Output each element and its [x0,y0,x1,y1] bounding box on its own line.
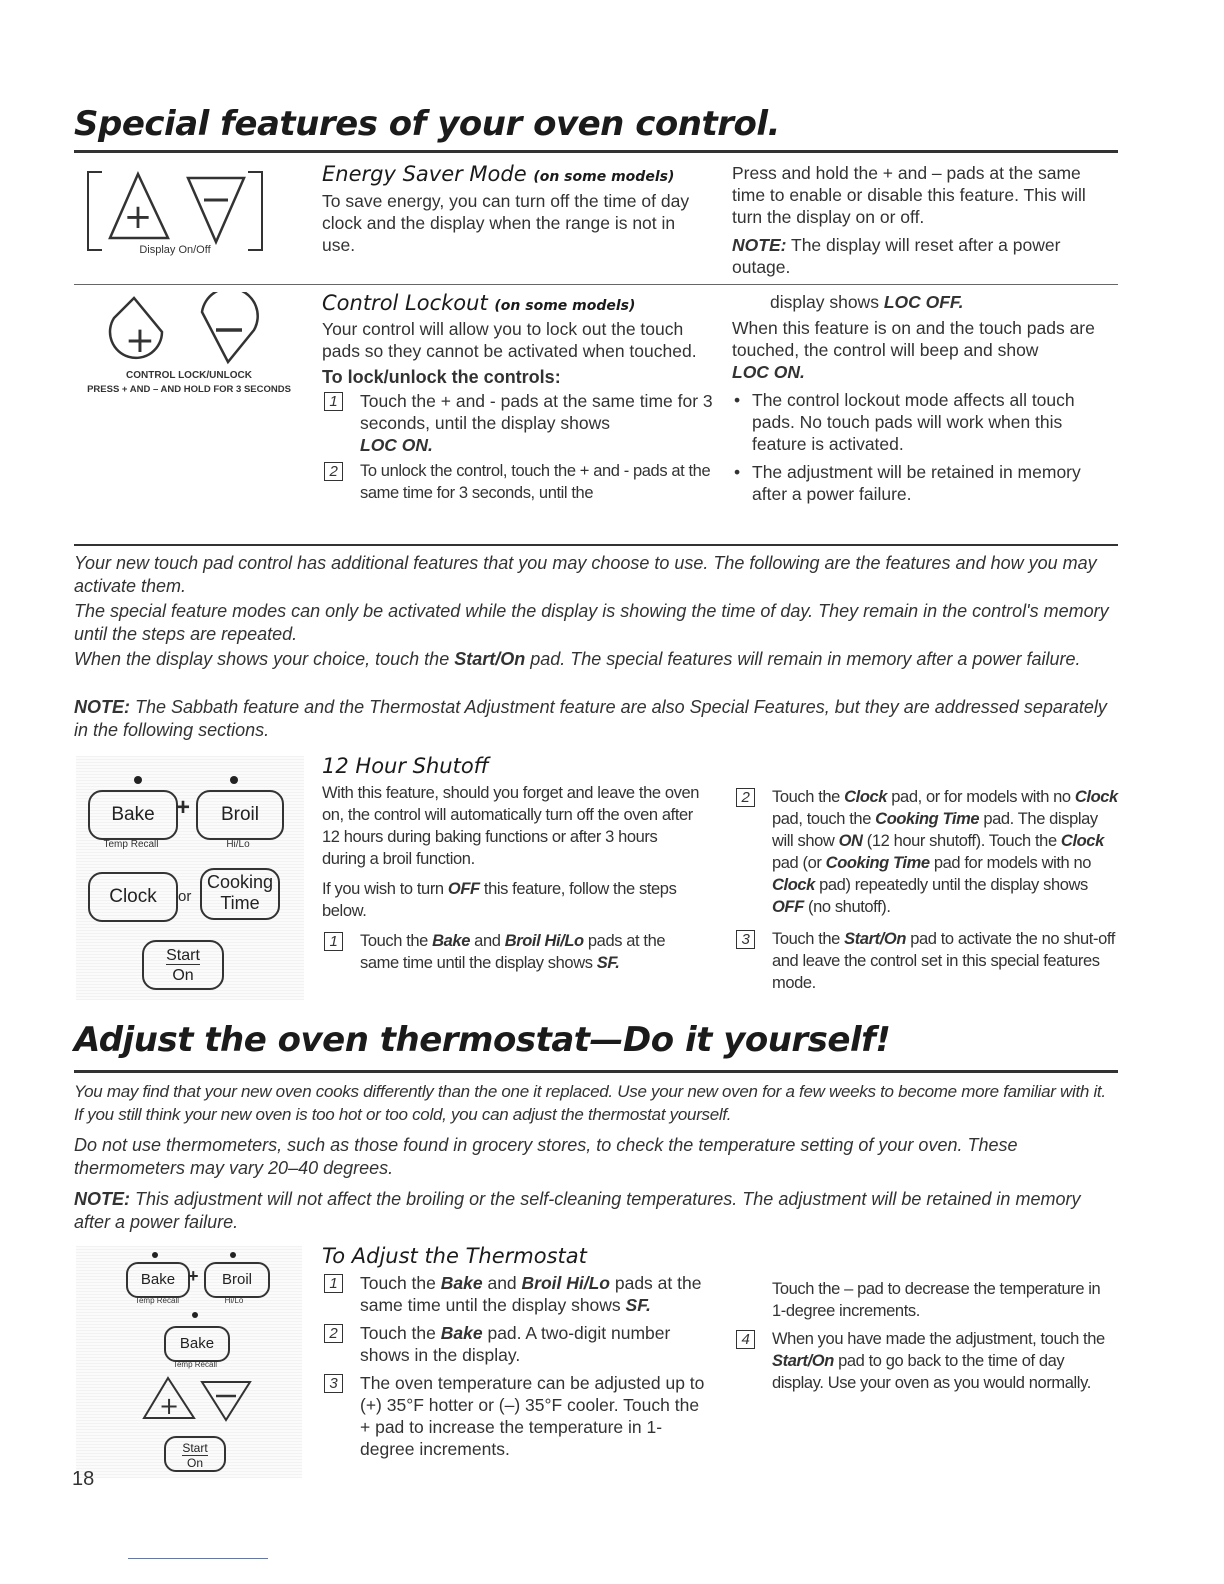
t: Bake [440,1273,483,1293]
t: Touch the [772,930,845,948]
step-number: 3 [324,1374,343,1393]
step-number: 1 [324,932,343,951]
t: Clock [772,876,815,894]
thermostat-rule [74,1070,1118,1073]
t: pad. A two-digit number shows in the display. [360,1323,671,1365]
t: Touch the [360,1273,441,1293]
t: and [482,1273,522,1293]
svg-text:+: + [124,320,156,361]
plus-sign: + [188,1266,199,1286]
t: and [470,932,505,950]
t: Start/On [844,930,907,948]
t: Touch the [360,1323,441,1343]
t: pad to activate the no shut-off and leave the control set in this special features mode. [772,930,1115,992]
t: Clock [1074,788,1118,806]
thermostat-paragraph-2: Do not use thermometers, such as those found in grocery stores, to check the temperature setting of your oven. These thermometers may vary 20–40 degrees. [74,1135,1018,1178]
t: pad. The display will show [772,810,1098,850]
bake-key: Bake [126,1262,190,1298]
t: (no shutoff). [803,898,891,916]
t: pad for models with no [929,854,1092,872]
shutoff-title: 12 Hour Shutoff [322,754,489,778]
lock-step-1 [322,390,714,456]
display-onoff-label: Display On/Off [139,244,211,256]
control-lockout-body: Your control will allow you to lock out the touch pads so they cannot be activated when touched. [322,319,697,361]
energy-saver-note [732,234,1118,278]
shutoff-step-1 [322,930,702,974]
t: When you have made the adjustment, touch the [772,1330,1105,1348]
shutoff-body-1: With this feature, should you forget and leave the oven on, the control will automatically turn off the oven after 12 hours during baking functions or after 3 hours during a broil function. [322,784,699,868]
thermostat-heading: Adjust the oven thermostat—Do it yourself! [74,1020,891,1060]
or-text: or [178,888,192,905]
shutoff-body-2 [322,878,702,922]
thermostat-step-4 [734,1328,1118,1394]
lock-step-2 [322,460,714,504]
control-lockout-title-note: (on some models) [494,298,636,314]
lockout-bullet-2: • The adjustment will be retained in memory after a power failure. [732,461,1118,505]
section-rule [74,544,1118,546]
key-line: Cooking [206,872,274,892]
indicator-dot [230,1252,236,1258]
shutoff-step-2 [734,786,1118,918]
bold-text: Start/On [454,649,526,669]
t: pad, touch the [772,810,876,828]
t: Bake [440,1323,483,1343]
t: pad (or [772,854,826,872]
t: (12 hour shutoff). Touch the [862,832,1061,850]
lockout-continued [732,291,1118,313]
t: pads at the same time until the display shows [360,1273,702,1315]
start-on-key [142,940,224,990]
control-lock-label: CONTROL LOCK/UNLOCK [126,370,252,381]
bold-text: OFF [447,880,480,898]
note-label: NOTE: [74,697,130,717]
indicator-dot [192,1312,198,1318]
t: SF. [596,954,620,972]
energy-saver-title-text: Energy Saver Mode [322,162,527,186]
temp-recall-label: Temp Recall [134,1296,179,1305]
energy-saver-title [322,162,712,186]
control-lockout-title-text: Control Lockout [322,291,488,315]
t: Broil Hi/Lo [521,1273,610,1293]
t: pad, or for models with no [887,788,1075,806]
t: Start/On [772,1352,834,1370]
keypad-panel [76,756,304,1000]
t: SF. [625,1295,651,1315]
title-rule [74,150,1118,153]
text: When this feature is on and the touch pads are touched, the control will beep and show [732,318,1095,360]
thermostat-note [74,1188,1118,1234]
key-line: On [186,1456,203,1470]
indicator-dot [152,1252,158,1258]
t: Bake [432,932,470,950]
display-onoff-icon [80,164,270,264]
text: pad. The special features will remain in memory after a power failure. [525,649,1081,669]
footer-link-line [128,1558,268,1559]
t: Cooking Time [825,854,930,872]
key-line: On [172,967,194,984]
lockout-right-body [732,317,1118,383]
lock-steps-heading: To lock/unlock the controls: [322,367,561,387]
step-code: LOC ON. [360,435,433,455]
temp-recall-label: Temp Recall [103,839,159,850]
t: Clock [1060,832,1104,850]
step-number: 2 [324,1324,343,1343]
note-text: This adjustment will not affect the broiling or the self-cleaning temperatures. The adjustment will be retained in memory after a power failure. [74,1189,1081,1232]
t: Touch the [360,932,433,950]
text: this feature, follow the steps below. [322,880,677,920]
bake-key-2: Bake [164,1326,230,1362]
plus-minus-icon [138,1374,258,1424]
section-rule [74,284,1118,285]
intro-note [74,696,1118,742]
text: If you wish to turn [322,880,448,898]
svg-text:+: + [123,197,153,237]
t: Touch the [772,788,845,806]
start-on-key [164,1436,226,1472]
energy-saver-right-body: Press and hold the + and – pads at the same time to enable or disable this feature. This will turn the display on or off. [732,163,1086,227]
t: OFF [772,898,804,916]
note-label: NOTE: [74,1189,130,1209]
step-number: 3 [736,930,755,949]
indicator-dot [134,776,142,784]
t: pads at the same time until the display shows [360,932,666,972]
energy-saver-body: To save energy, you can turn off the time of day clock and the display when the range is not in use. [322,191,690,255]
energy-saver-title-note: (on some models) [533,169,675,185]
indicator-dot [230,776,238,784]
step-number: 1 [324,392,343,411]
bake-key: Bake [88,790,178,840]
step-text: Touch the + and - pads at the same time for 3 seconds, until the display shows [360,391,713,433]
page-title: Special features of your oven control. [74,104,780,144]
step-number: 1 [324,1274,343,1293]
step-text: To unlock the control, touch the + and - pads at the same time for 3 seconds, until the [360,462,711,502]
broil-key: Broil [196,790,284,840]
code: LOC ON. [732,362,805,382]
note-text: The Sabbath feature and the Thermostat Adjustment feature are also Special Features, but they are addressed separately in the following sections. [74,697,1107,740]
control-lockout-title [322,291,714,315]
intro-paragraph-3 [74,648,1118,671]
t: pad) repeatedly until the display shows [814,876,1088,894]
note-label: NOTE: [732,235,787,255]
step-text: The oven temperature can be adjusted up to (+) 35°F hotter or (–) 35°F cooler. Touch the + pad to increase the temperature in 1-degree increments. [360,1373,705,1459]
thermostat-paragraph-1: You may find that your new oven cooks differently than the one it replaced. Use your new oven for a few weeks to become more familiar with it. If you still think your new oven is too hot or too cold, you can adjust the thermostat yourself. [74,1082,1106,1124]
text: When the display shows your choice, touch the [74,649,455,669]
key-line: Start [182,1441,208,1455]
t: pad to go back to the time of day display. Use your oven as you would normally. [772,1352,1091,1392]
control-lock-icon [74,292,304,402]
t: Broil Hi/Lo [504,932,584,950]
thermostat-title: To Adjust the Thermostat [322,1244,587,1268]
step-number: 2 [324,462,343,481]
text: display shows [770,292,884,312]
lockout-bullet-1: • The control lockout mode affects all touch pads. No touch pads will work when this feature is activated. [732,389,1118,455]
broil-key: Broil [204,1262,270,1298]
t: ON [838,832,863,850]
key-line: Start [166,947,200,964]
control-lock-hint: PRESS + AND – AND HOLD FOR 3 SECONDS [87,384,291,395]
key-line: Time [220,893,260,913]
clock-key: Clock [88,872,178,922]
step-number: 4 [736,1330,755,1349]
hilo-label: Hi/Lo [226,839,250,850]
code: LOC OFF. [883,292,964,312]
thermostat-step-2 [322,1322,706,1366]
hilo-label: Hi/Lo [224,1296,244,1305]
thermostat-continued: Touch the – pad to decrease the temperature in 1-degree increments. [772,1280,1101,1320]
t: Cooking Time [875,810,980,828]
shutoff-step-3 [734,928,1118,994]
svg-text:+: + [158,1392,180,1420]
note-text: The display will reset after a power outage. [732,235,1061,277]
intro-paragraph-2: The special feature modes can only be activated while the display is showing the time of day. They remain in the control's memory until the steps are repeated. [74,601,1109,644]
thermostat-step-1 [322,1272,706,1316]
thermostat-keypad-panel [76,1246,302,1478]
intro-paragraph-1: Your new touch pad control has additional features that you may choose to use. The following are the features and how you may activate them. [74,553,1097,596]
page-number: 18 [72,1468,95,1490]
plus-minus-circles-icon [74,292,304,366]
step-number: 2 [736,788,755,807]
temp-recall-label-2: Temp Recall [172,1360,217,1369]
plus-sign: + [176,794,191,821]
thermostat-step-3 [322,1372,706,1460]
cooking-time-key [200,868,280,920]
t: Clock [844,788,888,806]
